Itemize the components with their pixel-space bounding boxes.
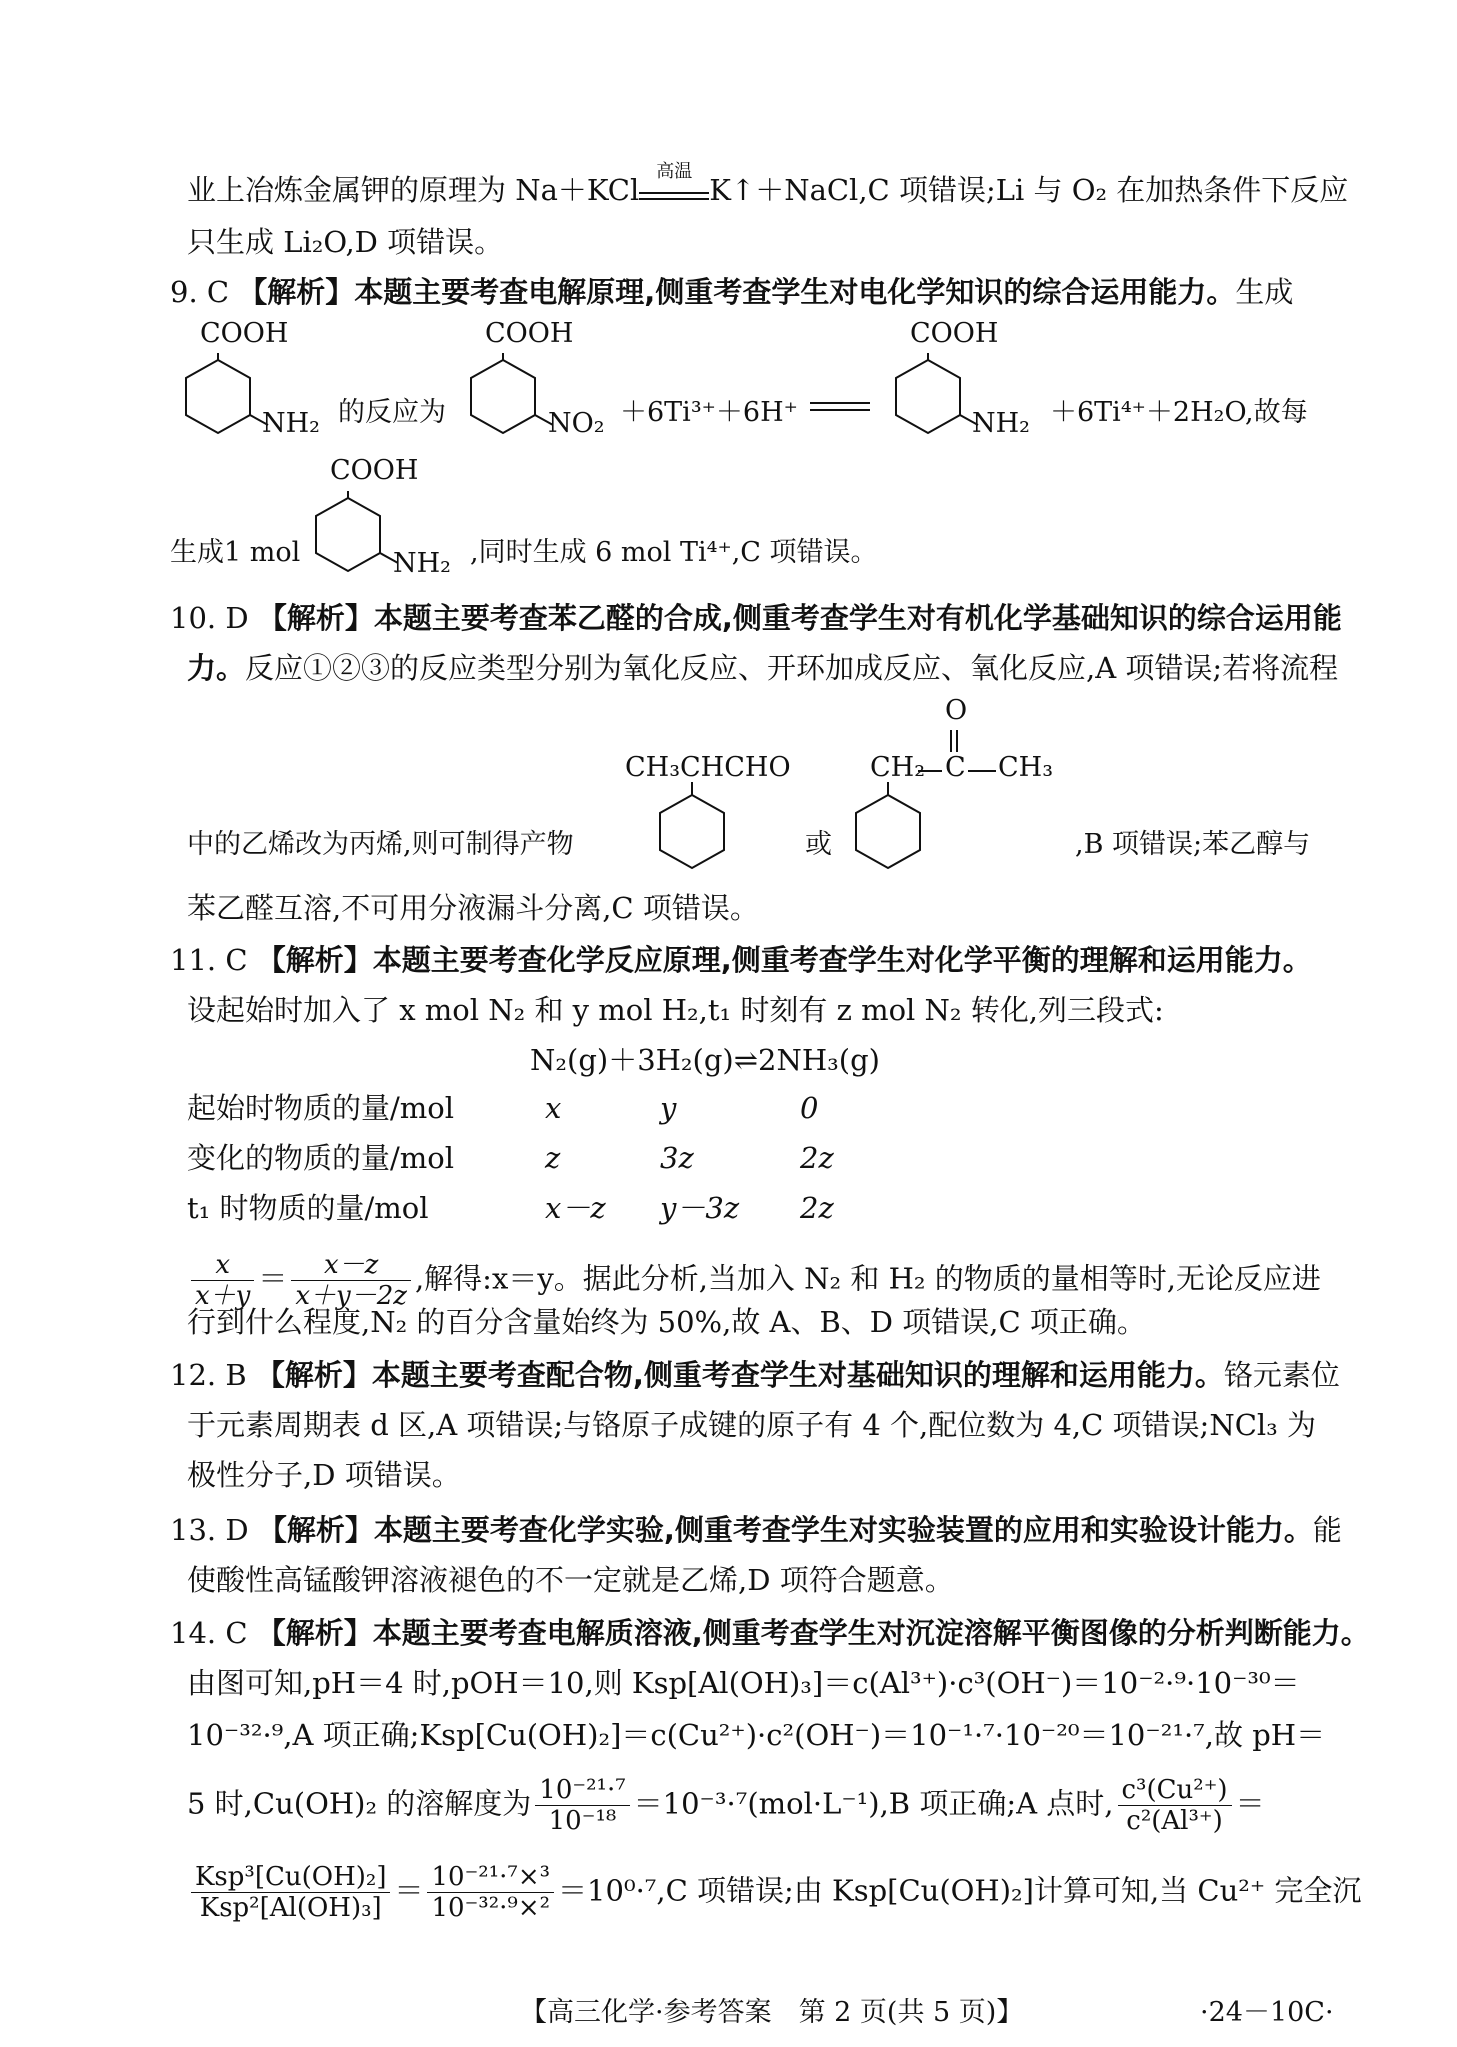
equals-sign	[810, 402, 870, 411]
paper-code: ·24－10C·	[1200, 1997, 1334, 2028]
question-number: 14. C	[170, 1616, 248, 1650]
question-number: 9. C	[170, 275, 230, 309]
table-cell: x－z	[545, 1191, 606, 1225]
benzene-ring-icon	[652, 790, 732, 880]
text-run: 业上冶炼金属钾的原理为 Na＋KCl	[187, 173, 640, 207]
analysis-heading: 【解析】本题主要考查电解原理,侧重考查学生对电化学知识的综合运用能力。	[238, 275, 1236, 309]
text-line: 苯乙醛互溶,不可用分液漏斗分离,C 项错误。	[187, 891, 759, 925]
question-10-line	[170, 598, 1342, 638]
question-number: 11. C	[170, 943, 248, 977]
text-run: ＋6Ti⁴⁺＋2H₂O,故每	[1050, 397, 1308, 428]
text-run: ,B 项错误;苯乙醇与	[1075, 829, 1311, 860]
fraction: $\frac{x-z}{x+y-2z}$	[291, 1250, 411, 1311]
question-number: 13. D	[170, 1513, 249, 1547]
text-run: 生成1 mol	[170, 537, 301, 568]
table-cell: 2z	[800, 1141, 834, 1175]
text-line: 于元素周期表 d 区,A 项错误;与铬原子成键的原子有 4 个,配位数为 4,C 项错误;NCl₃ 为	[187, 1408, 1317, 1442]
reaction-arrow	[639, 161, 709, 200]
fraction: $\frac{\text{c³(Cu²⁺)}}{\text{c²(Al³⁺)}}$	[1118, 1775, 1232, 1836]
text-run: ,同时生成 6 mol Ti⁴⁺,C 项错误。	[470, 537, 878, 568]
analysis-heading: 【解析】本题主要考查配合物,侧重考查学生对基础知识的理解和运用能力。	[255, 1358, 1224, 1392]
text-run: 或	[805, 829, 832, 860]
table-cell: 0	[800, 1091, 819, 1125]
table-row-label: t₁ 时物质的量/mol	[187, 1191, 429, 1225]
text-line: 使酸性高锰酸钾溶液褪色的不一定就是乙烯,D 项符合题意。	[187, 1563, 954, 1597]
single-bond	[918, 770, 942, 772]
analysis-heading: 【解析】本题主要考查电解质溶液,侧重考查学生对沉淀溶解平衡图像的分析判断能力。	[256, 1616, 1370, 1650]
table-cell: 3z	[660, 1141, 694, 1175]
page-footer: 【高三化学·参考答案 第 2 页(共 5 页)】	[520, 1997, 1024, 2028]
table-row-label: 起始时物质的量/mol	[187, 1091, 455, 1125]
question-12-line	[170, 1355, 1340, 1395]
text-run: 铬元素位	[1223, 1358, 1340, 1392]
cooh-label: COOH	[485, 318, 574, 349]
text-line: 行到什么程度,N₂ 的百分含量始终为 50%,故 A、B、D 项错误,C 项正确。	[187, 1305, 1146, 1339]
text-run: 的反应为	[338, 397, 446, 428]
question-11-line	[170, 940, 1320, 980]
fraction: $\frac{\text{10⁻²¹·⁷}}{\text{10⁻¹⁸}}$	[535, 1775, 629, 1836]
question-14-line	[170, 1613, 1370, 1653]
text-run: 反应①②③的反应类型分别为氧化反应、开环加成反应、氧化反应,A 项错误;若将流程	[245, 651, 1339, 685]
text-run: 生成	[1235, 275, 1294, 309]
text-line: 只生成 Li₂O,D 项错误。	[187, 225, 504, 259]
no2-label: NO₂	[548, 408, 605, 439]
question-13-line	[170, 1510, 1342, 1550]
benzene-ring-icon	[308, 493, 388, 583]
table-cell: y－3z	[660, 1191, 740, 1225]
text-run: ＝	[1235, 1786, 1265, 1821]
text-run: 5 时,Cu(OH)₂ 的溶解度为	[187, 1786, 532, 1821]
text-line: 极性分子,D 项错误。	[187, 1458, 461, 1492]
question-9-line	[170, 272, 1320, 312]
question-number: 12. B	[170, 1358, 247, 1392]
table-row-label: 变化的物质的量/mol	[187, 1141, 455, 1175]
nh2-label: NH₂	[262, 408, 320, 439]
text-run: ＝10⁰·⁷,C 项错误;由 Ksp[Cu(OH)₂]计算可知,当 Cu²⁺ 完全沉	[558, 1873, 1362, 1908]
text-run: ＝10⁻³·⁷(mol·L⁻¹),B 项正确;A 点时,	[633, 1786, 1114, 1821]
table-cell: y	[660, 1091, 677, 1125]
analysis-heading: 力。	[187, 651, 246, 685]
text-line	[187, 648, 1337, 688]
fraction: $\frac{\text{10⁻²¹·⁷×³}}{\text{10⁻³²·⁹×²}}$	[427, 1862, 554, 1923]
text-run: ＋6Ti³⁺＋6H⁺	[620, 397, 798, 428]
ch2-label: CH₂	[870, 752, 926, 783]
text-run: 能	[1312, 1513, 1342, 1547]
benzene-ring-icon	[848, 790, 928, 880]
text-line	[187, 1775, 1337, 1836]
table-cell: x	[545, 1091, 562, 1125]
fraction: $\frac{\text{Ksp³[Cu(OH)₂]}}{\text{Ksp²[Al(OH)₃]}}$	[191, 1862, 390, 1923]
benzene-ring-icon	[178, 355, 258, 445]
substituent-label: CH₃CHCHO	[625, 752, 791, 783]
carbon-label: C	[945, 752, 966, 783]
cooh-label: COOH	[200, 318, 289, 349]
nh2-label: NH₂	[972, 408, 1030, 439]
text-line: 10⁻³²·⁹,A 项正确;Ksp[Cu(OH)₂]＝c(Cu²⁺)·c²(OH⁻)＝10⁻¹·⁷·10⁻²⁰＝10⁻²¹·⁷,故 pH＝	[187, 1718, 1326, 1752]
benzene-ring-icon	[888, 355, 968, 445]
analysis-heading: 【解析】本题主要考查化学反应原理,侧重考查学生对化学平衡的理解和运用能力。	[256, 943, 1312, 977]
equilibrium-equation: N₂(g)＋3H₂(g)⇌2NH₃(g)	[530, 1043, 880, 1077]
table-cell: z	[545, 1141, 561, 1175]
analysis-heading: 【解析】本题主要考查苯乙醛的合成,侧重考查学生对有机化学基础知识的综合运用能	[257, 601, 1342, 635]
text-line: 设起始时加入了 x mol N₂ 和 y mol H₂,t₁ 时刻有 z mol N₂ 转化,列三段式:	[187, 993, 1164, 1027]
benzene-ring-icon	[463, 355, 543, 445]
oxygen-label: O	[945, 695, 968, 726]
reaction-condition: 高温	[656, 161, 693, 182]
cooh-label: COOH	[910, 318, 999, 349]
cooh-label: COOH	[330, 455, 419, 486]
analysis-heading: 【解析】本题主要考查化学实验,侧重考查学生对实验装置的应用和实验设计能力。	[257, 1513, 1313, 1547]
text-line: $\frac{x}{x+y}$ ＝ $\frac{x-z}{x+y-2z}$ ,解得:x＝y。据此分析,当加入 N₂ 和 H₂ 的物质的量相等时,无论反应进	[187, 1250, 1337, 1311]
table-cell: 2z	[800, 1191, 834, 1225]
text-line	[187, 161, 1349, 210]
ch3-label: CH₃	[998, 752, 1054, 783]
fraction: $\frac{x}{x+y}$	[191, 1250, 254, 1311]
single-bond	[968, 770, 996, 772]
text-line: 由图可知,pH＝4 时,pOH＝10,则 Ksp[Al(OH)₃]＝c(Al³⁺)·c³(OH⁻)＝10⁻²·⁹·10⁻³⁰＝	[187, 1666, 1300, 1700]
text-run: ,解得:x＝y。据此分析,当加入 N₂ 和 H₂ 的物质的量相等时,无论反应进	[414, 1261, 1321, 1296]
text-line: $\frac{\text{Ksp³[Cu(OH)₂]}}{\text{Ksp²[Al(OH)₃]}}$ ＝ $\frac{\text{10⁻²¹·⁷×³}}{\text{10⁻³²·⁹×²}}$ ＝10⁰·⁷,C 项错误;由 Ksp[Cu(OH)₂]计算可知,当 Cu²⁺ 完全沉	[187, 1862, 1337, 1923]
question-number: 10. D	[170, 601, 249, 635]
double-bond	[950, 730, 958, 752]
text-run: K↑＋NaCl,C 项错误;Li 与 O₂ 在加热条件下反应	[709, 173, 1349, 207]
nh2-label: NH₂	[393, 548, 451, 579]
text-run: 中的乙烯改为丙烯,则可制得产物	[187, 829, 574, 860]
